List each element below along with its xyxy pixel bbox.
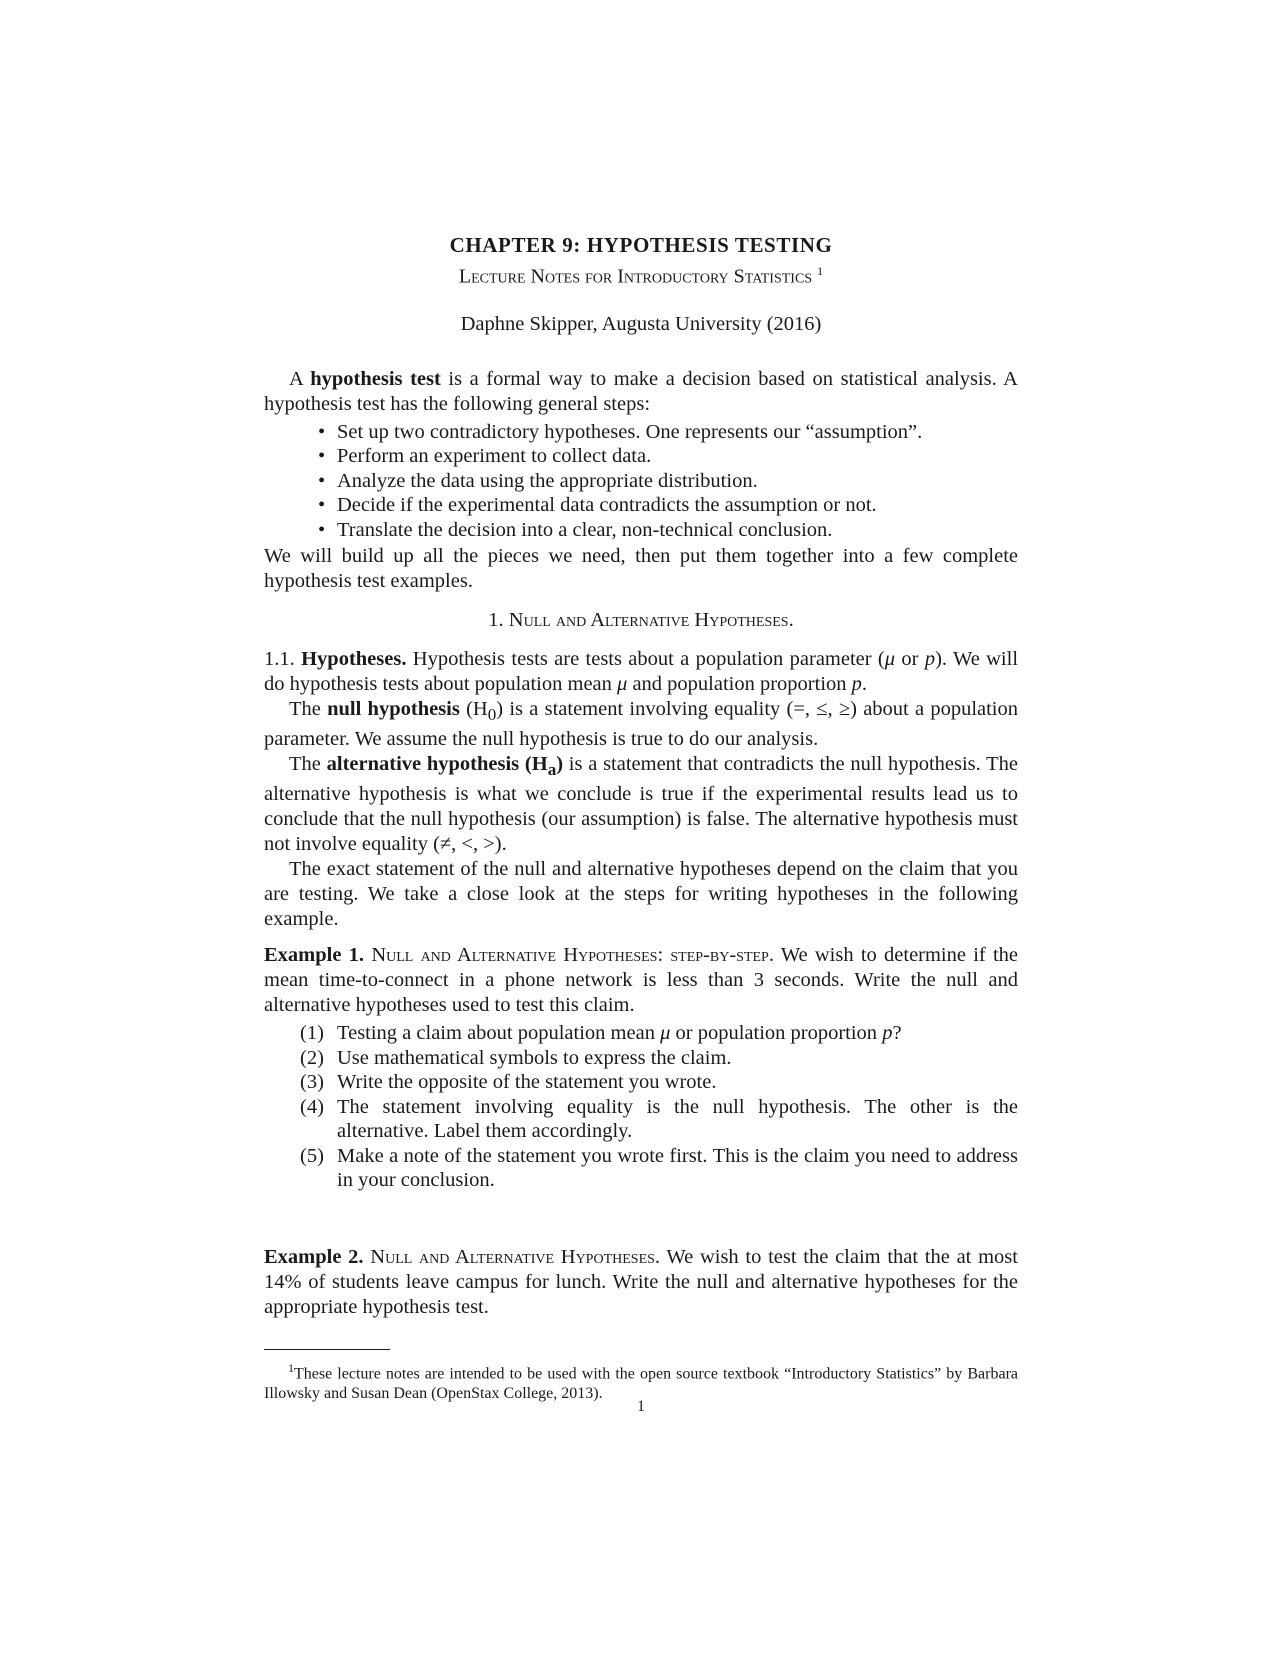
list-item	[300, 1070, 1018, 1095]
example-text: We wish to determine if the mean time-to-connect in a phone network is less than 3 seconds. Write the null and alternative hypotheses used to test this claim.	[264, 944, 1019, 1017]
step-text: Make a note of the statement you wrote first. This is the claim you need to address in your conclusion.	[337, 1144, 1018, 1192]
example-label: Example 1.	[264, 944, 365, 967]
hypotheses-paragraph	[264, 647, 1018, 697]
alternative-hypothesis-paragraph	[264, 752, 1018, 857]
symbol-h: (H	[524, 753, 548, 776]
section-heading: 1. Null and Alternative Hypotheses.	[488, 609, 794, 632]
term-null-hypothesis: null hypothesis	[327, 698, 460, 721]
example-1-steps	[264, 1021, 1018, 1193]
intro-closing: We will build up all the pieces we need, then put them together into a few complete hypothesis test examples.	[264, 545, 1018, 593]
list-item: • Decide if the experimental data contradicts the assumption or not.	[337, 493, 1018, 518]
step-text: or population proportion	[670, 1022, 883, 1045]
symbol-mu: μ	[660, 1022, 671, 1045]
example-title: Null and Alternative Hypotheses.	[370, 1245, 661, 1268]
subsection-title: Hypotheses.	[301, 648, 407, 671]
symbol-subscript: 0	[487, 705, 497, 725]
chapter-subtitle	[264, 258, 1018, 290]
list-item	[300, 1021, 1018, 1046]
example-text: We wish to test the claim that the at most 14% of students leave campus for lunch. Write the null and alternative hypotheses for the appropriate hypothesis test.	[264, 1245, 1018, 1318]
general-steps-list	[264, 420, 1018, 543]
step-text: Testing a claim about population mean	[337, 1022, 661, 1045]
paragraph-text: and population proportion	[627, 673, 852, 696]
example-title: Null and Alternative Hypotheses: step-by-step.	[371, 944, 774, 967]
step-number: (2)	[300, 1046, 324, 1069]
symbol-close: )	[556, 753, 564, 776]
footnote-divider	[264, 1349, 390, 1350]
footnote-mark: 1	[288, 1361, 294, 1375]
step-text: Use mathematical symbols to express the claim.	[337, 1046, 732, 1069]
list-item	[300, 1046, 1018, 1071]
list-item: • Translate the decision into a clear, non-technical conclusion.	[337, 518, 1018, 543]
step-text: ?	[892, 1022, 902, 1045]
paragraph-text: ). We will do hypothesis tests about population mean	[264, 648, 1019, 696]
symbol-close: )	[496, 698, 504, 721]
list-item: • Analyze the data using the appropriate distribution.	[337, 469, 1018, 494]
intro-text: is a formal way to make a decision based on statistical analysis. A hypothesis test has the following general steps:	[264, 367, 1018, 415]
document-page	[264, 232, 1018, 1320]
footnote-text: These lecture notes are intended to be used with the open source textbook “Introductory Statistics” by Barbara Illowsky and Susan Dean (OpenStax College, 2013).	[264, 1365, 1018, 1403]
footnote-reference[interactable]: 1	[817, 264, 824, 278]
alt-symbol	[524, 753, 564, 780]
step-text: The statement involving equality is the null hypothesis. The other is the alternative. Label them accordingly.	[337, 1095, 1018, 1143]
example-2	[264, 1245, 1018, 1320]
subtitle-text: Lecture Notes for Introductory Statistics	[458, 265, 813, 288]
paragraph-text: The	[289, 698, 328, 721]
paragraph-text: is a statement involving equality (=, ≤, ≥) about a population parameter. We assume the null hypothesis is true to do our analysis.	[264, 698, 1019, 751]
symbol-p: p	[924, 648, 936, 671]
term-hypothesis-test: hypothesis test	[310, 367, 441, 390]
list-item: • Set up two contradictory hypotheses. One represents our “assumption”.	[337, 420, 1018, 445]
paragraph-text: is a statement that contradicts the null hypothesis. The alternative hypothesis is what we conclude is true if the experimental results lead us to conclude that the null hypothesis (our assumption) is false. The alternative hypothesis must not involve equality (≠, <, >).	[264, 753, 1019, 856]
step-number: (1)	[300, 1022, 324, 1045]
step-text: Write the opposite of the statement you wrote.	[337, 1071, 717, 1094]
step-number: (3)	[300, 1071, 324, 1094]
list-item: • Perform an experiment to collect data.	[337, 444, 1018, 469]
paragraph-text: The	[289, 753, 327, 776]
subsection-number: 1.1.	[264, 648, 295, 671]
paragraph-text: Hypothesis tests are tests about a population parameter (	[406, 648, 885, 671]
symbol-h: (H	[466, 698, 488, 721]
example-1	[264, 943, 1018, 1018]
symbol-subscript: a	[547, 760, 557, 780]
intro-paragraph	[264, 367, 1018, 417]
symbol-mu: μ	[617, 673, 628, 696]
example-label: Example 2.	[264, 1245, 364, 1268]
term-alternative-hypothesis: alternative hypothesis	[326, 753, 520, 776]
null-hypothesis-paragraph	[264, 697, 1018, 752]
paragraph-text: .	[861, 673, 868, 696]
step-number: (4)	[300, 1095, 324, 1118]
null-symbol	[466, 698, 504, 725]
paragraph-text: or	[895, 648, 925, 671]
list-item	[300, 1144, 1018, 1193]
page-number: 1	[637, 1398, 645, 1415]
symbol-p: p	[851, 673, 862, 696]
intro-prefix: A	[289, 367, 311, 390]
symbol-p: p	[882, 1022, 893, 1045]
chapter-title: CHAPTER 9: HYPOTHESIS TESTING	[449, 233, 833, 257]
exact-statement-paragraph: The exact statement of the null and alternative hypotheses depend on the claim that you are testing. We take a close look at the steps for writing hypotheses in the following example.	[264, 858, 1018, 931]
author-line: Daphne Skipper, Augusta University (2016)	[460, 312, 822, 335]
step-number: (5)	[300, 1144, 324, 1167]
list-item	[300, 1095, 1018, 1144]
symbol-mu: μ	[884, 648, 896, 671]
header	[264, 232, 1018, 337]
